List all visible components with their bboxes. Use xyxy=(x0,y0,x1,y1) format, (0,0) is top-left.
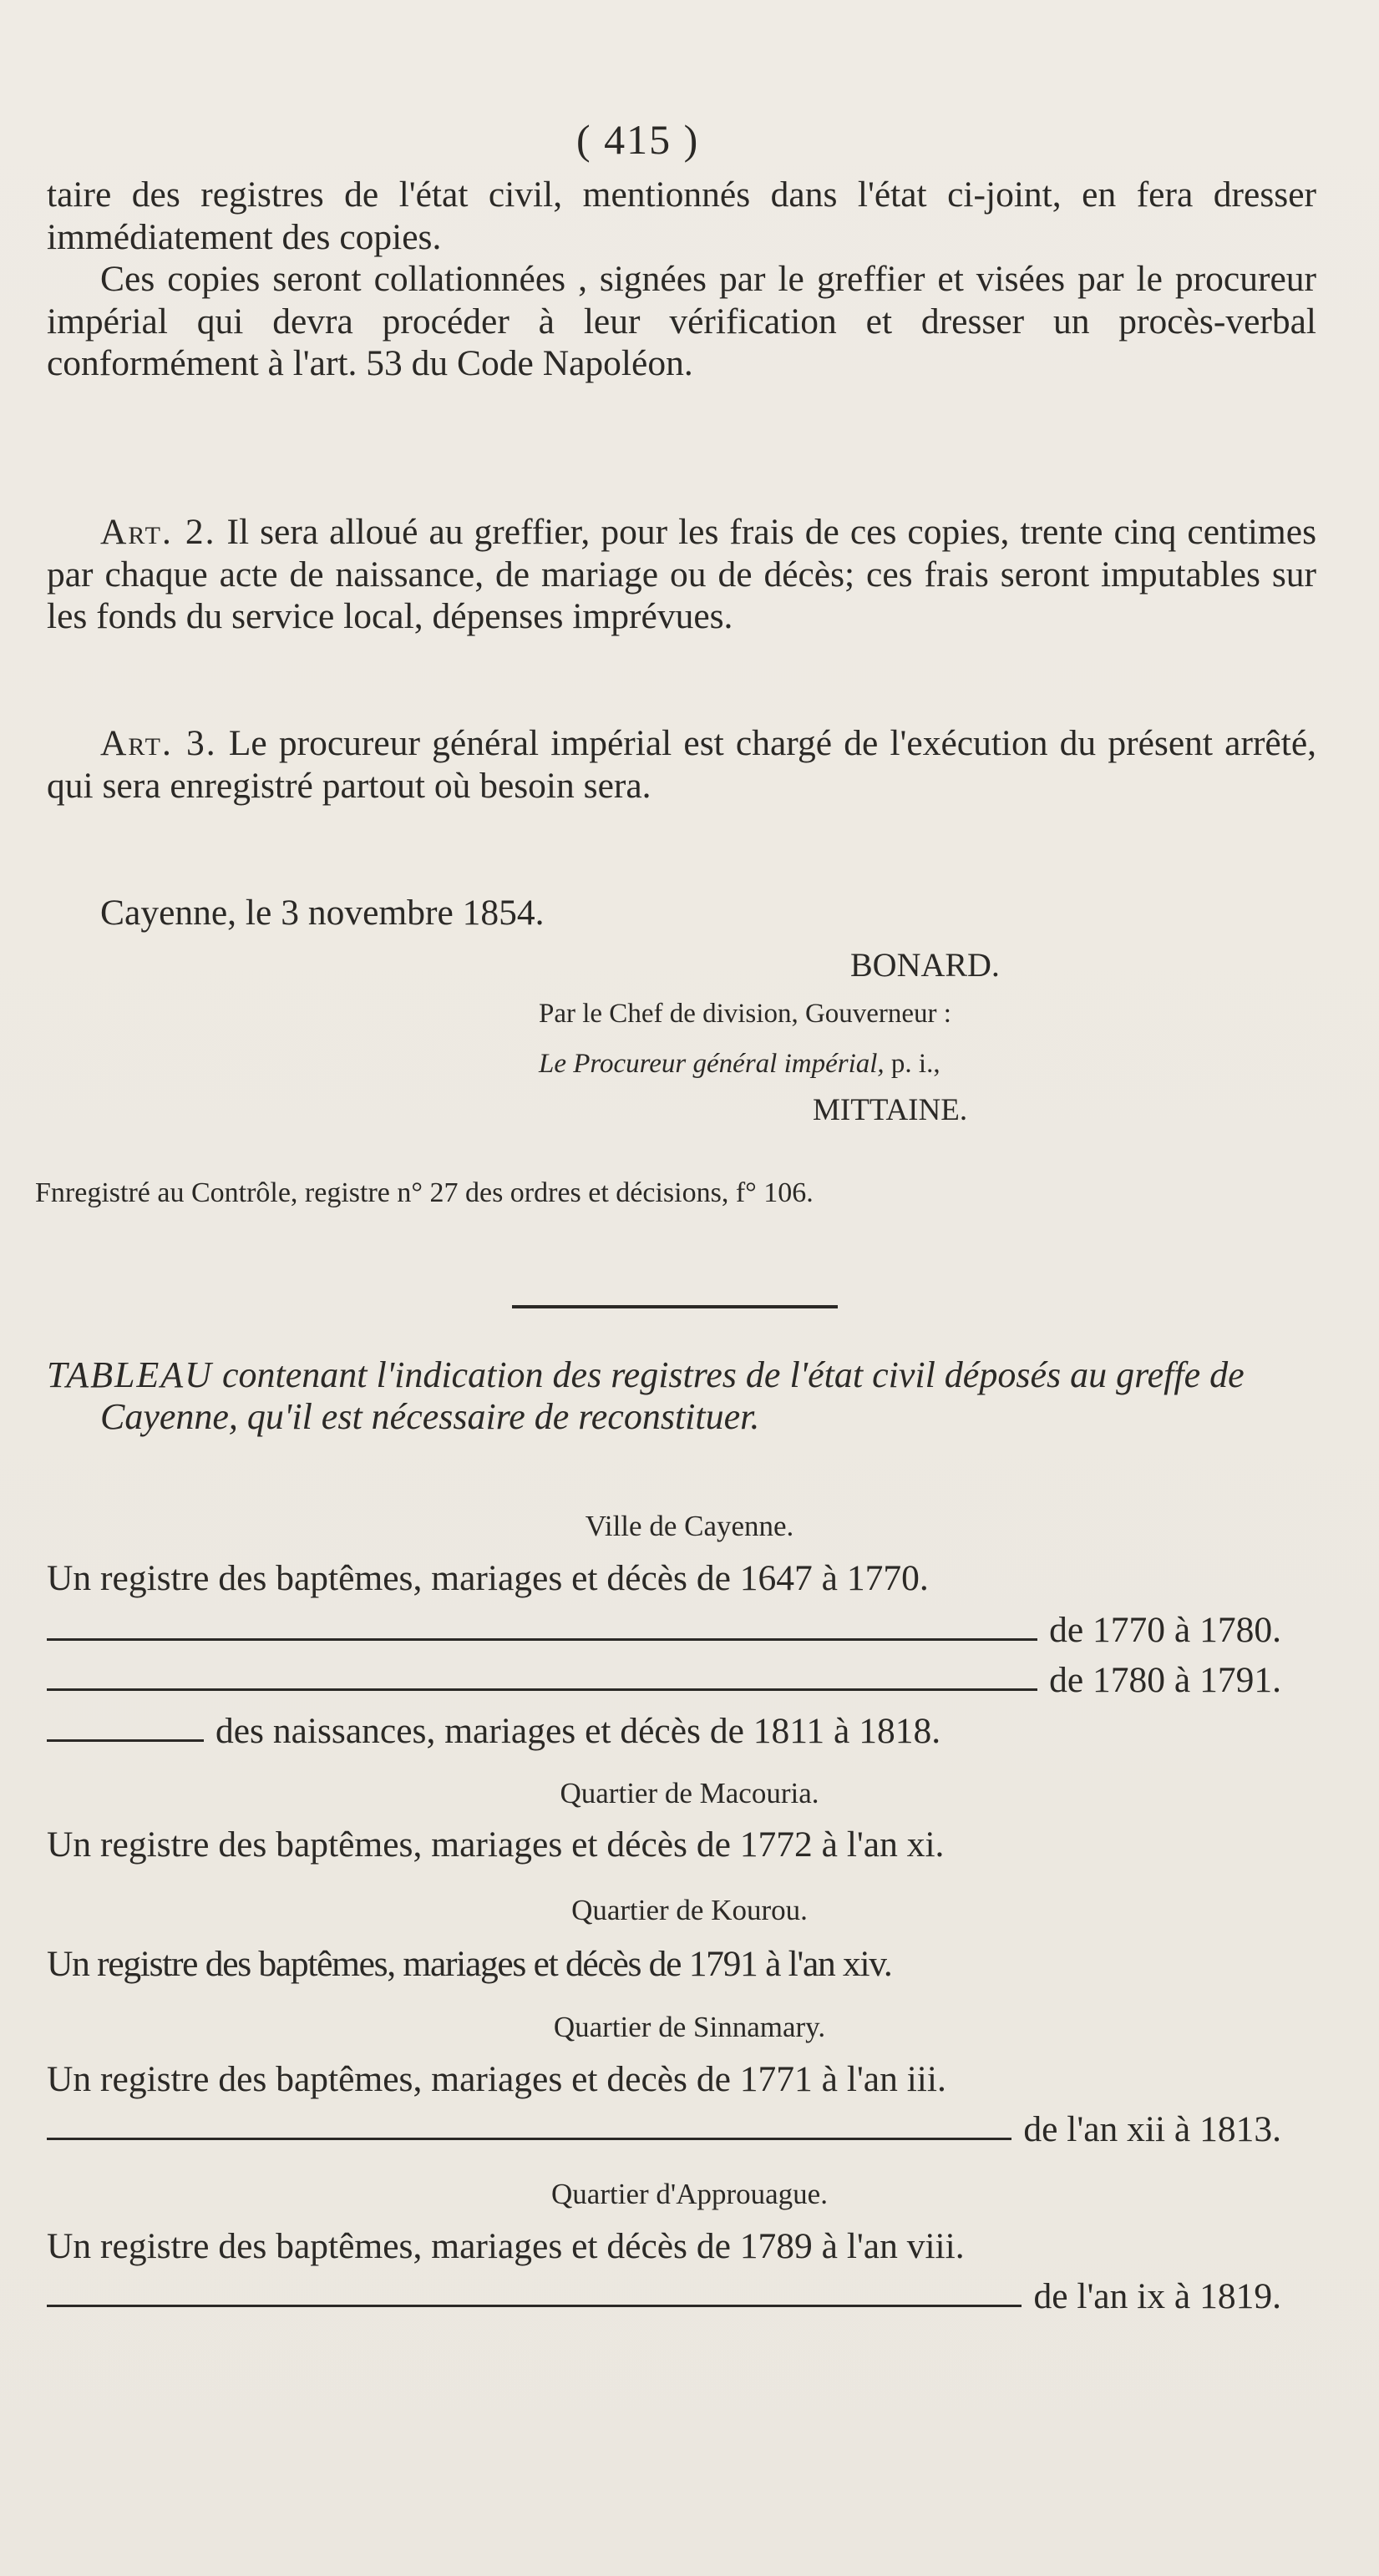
register-entry xyxy=(47,1824,1281,1865)
register-entry-text: de 1780 à 1791. xyxy=(1049,1660,1281,1700)
article-2 xyxy=(47,511,1316,638)
signature-mittaine: MITTAINE. xyxy=(813,1093,968,1127)
paragraph-copies: Ces copies seront collationnées , signées par le greffier et visées par le procureur impérial qui devra procéder à leur vérification et dresser un procès-verbal conformément à l'art. 53 du Code Napoléon. xyxy=(47,259,1316,383)
register-entry xyxy=(47,1659,1281,1701)
paragraph-continuation: taire des registres de l'état civil, mentionnés dans l'état ci-joint, en fera dresser immédiatement des copies. xyxy=(47,175,1316,257)
article-3-text: Le procureur général impérial est chargé de l'exécution du présent arrêté, qui sera enregistré partout où besoin sera. xyxy=(47,723,1317,806)
section-place-approuague: Quartier d'Approuague. xyxy=(551,2178,828,2210)
register-entry xyxy=(47,2058,1281,2100)
register-entry-text: de l'an xii à 1813. xyxy=(1023,2109,1281,2149)
register-entry-text: de 1770 à 1780. xyxy=(1049,1610,1281,1650)
signature-title-text: Le Procureur général impérial, xyxy=(539,1049,885,1079)
registration-note: Fnregistré au Contrôle, registre n° 27 des ordres et décisions, f° 106. xyxy=(35,1177,814,1208)
register-entry-text: des naissances, mariages et décès de 1811 à 1818. xyxy=(215,1711,941,1751)
separator-rule xyxy=(512,1305,838,1308)
signature-title-suffix: p. i., xyxy=(890,1049,940,1079)
tableau-heading xyxy=(47,1354,1328,1438)
ditto-dash xyxy=(47,1638,1037,1641)
register-entry xyxy=(47,1557,1281,1599)
ditto-dash xyxy=(47,2305,1022,2307)
register-entry-text: Un registre des baptêmes, mariages et décès de 1647 à 1770. xyxy=(47,1558,929,1598)
ditto-dash xyxy=(47,2138,1011,2140)
section-place-cayenne: Ville de Cayenne. xyxy=(585,1510,794,1542)
register-entry xyxy=(47,1710,1281,1752)
signature-by: Par le Chef de division, Gouverneur : xyxy=(539,999,951,1029)
register-entry-text: Un registre des baptêmes, mariages et décès de 1791 à l'an xiv. xyxy=(47,1944,892,1984)
register-entry-text: de l'an ix à 1819. xyxy=(1033,2276,1281,2316)
register-entry xyxy=(47,1943,1281,1985)
section-place-sinnamary: Quartier de Sinnamary. xyxy=(553,2011,826,2043)
article-2-label: Art. 2. xyxy=(100,512,216,552)
article-3 xyxy=(47,722,1316,807)
register-entry xyxy=(47,2225,1281,2267)
register-entry xyxy=(47,2275,1281,2317)
ditto-dash xyxy=(47,1739,204,1742)
register-entry xyxy=(47,2108,1281,2150)
register-entry-text: Un registre des baptêmes, mariages et décès de 1772 à l'an xi. xyxy=(47,1824,945,1865)
signature-bonard: BONARD. xyxy=(850,946,1000,984)
signature-title xyxy=(539,1049,940,1080)
section-place-kourou: Quartier de Kourou. xyxy=(571,1894,808,1926)
article-2-text: Il sera alloué au greffier, pour les frais de ces copies, trente cinq centimes par chaque acte de naissance, de mariage ou de décès; ces frais seront imputables sur les fonds du service local, dépenses imprévues. xyxy=(47,512,1317,636)
page-number: ( 415 ) xyxy=(576,116,700,163)
dateline: Cayenne, le 3 novembre 1854. xyxy=(100,893,545,933)
tableau-heading-word: TABLEAU xyxy=(47,1354,213,1395)
ditto-dash xyxy=(47,1688,1037,1691)
tableau-heading-text: contenant l'indication des registres de l'état civil déposés au greffe de Cayenne, qu'il est nécessaire de reconstituer. xyxy=(100,1354,1245,1437)
section-place-macouria: Quartier de Macouria. xyxy=(560,1777,819,1809)
register-entry-text: Un registre des baptêmes, mariages et décès de 1789 à l'an viii. xyxy=(47,2226,965,2266)
register-entry xyxy=(47,1609,1281,1651)
register-entry-text: Un registre des baptêmes, mariages et decès de 1771 à l'an iii. xyxy=(47,2059,946,2099)
article-3-label: Art. 3. xyxy=(100,723,217,763)
